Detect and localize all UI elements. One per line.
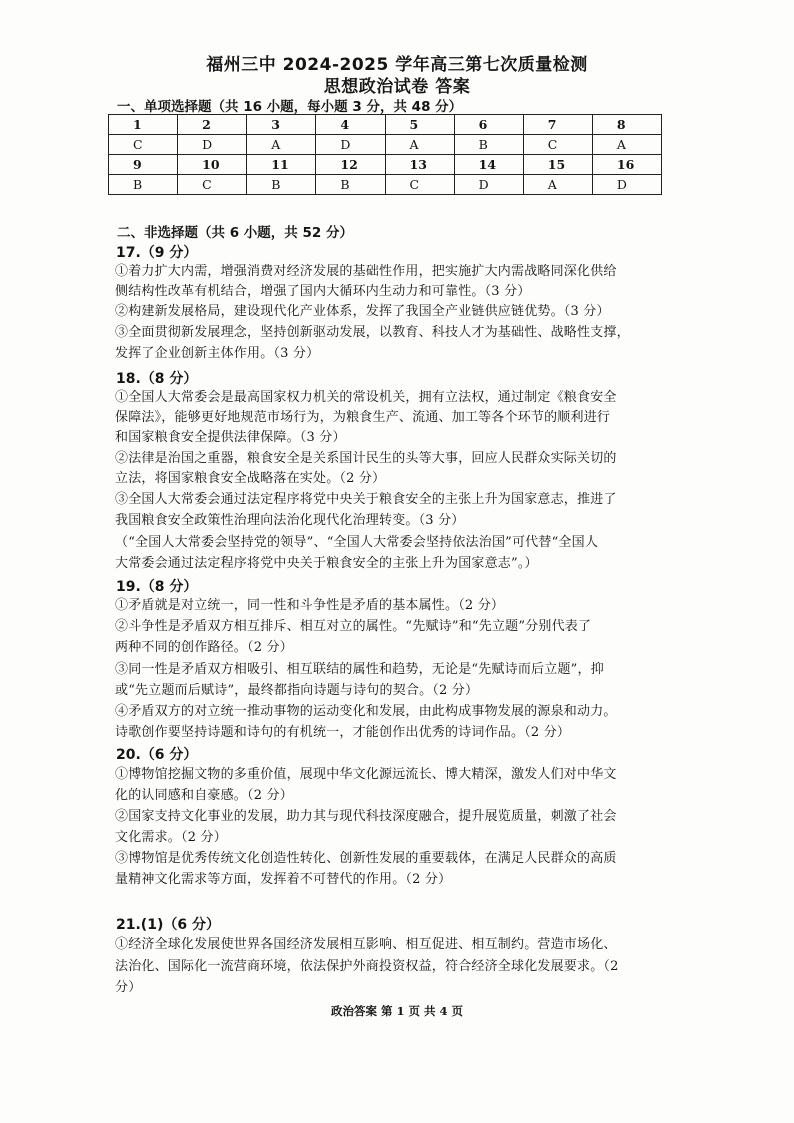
table-row xyxy=(109,115,662,135)
answer-line: 侧结构性改革有机结合，增强了国内大循环内生动力和可靠性。（3 分） xyxy=(115,284,531,299)
table-cell: 5 xyxy=(385,115,454,135)
answer-line: （“全国人大常委会坚持党的领导”、“全国人大常委会坚持依法治国”可代替“全国人 xyxy=(115,535,599,550)
answer-line: 文化需求。（2 分） xyxy=(115,830,227,845)
answer-line: 发挥了企业创新主体作用。（3 分） xyxy=(115,346,320,361)
table-cell: 7 xyxy=(523,115,592,135)
section2-heading: 二、非选择题（共 6 小题，共 52 分） xyxy=(117,225,353,241)
question-21-heading: 21.(1)（6 分） xyxy=(116,917,220,933)
answer-line: ①博物馆挖掘文物的多重价值，展现中华文化源远流长、博大精深，激发人们对中华文 xyxy=(115,767,617,782)
table-cell: 3 xyxy=(247,115,316,135)
table-cell: 4 xyxy=(316,115,385,135)
table-row xyxy=(109,175,662,195)
table-cell: B xyxy=(109,175,178,195)
answer-line: 和国家粮食安全提供法律保障。（3 分） xyxy=(115,430,346,445)
table-cell: 1 xyxy=(109,115,178,135)
answer-line: ④矛盾双方的对立统一推动事物的运动变化和发展，由此构成事物发展的源泉和动力。 xyxy=(115,704,617,719)
table-cell: 16 xyxy=(592,155,661,175)
table-cell: 11 xyxy=(247,155,316,175)
table-cell: 13 xyxy=(385,155,454,175)
table-cell: A xyxy=(385,135,454,155)
question-17-heading: 17.（9 分） xyxy=(116,245,198,261)
table-cell: C xyxy=(109,135,178,155)
table-cell: C xyxy=(178,175,247,195)
table-cell: 10 xyxy=(178,155,247,175)
answer-line: ③同一性是矛盾双方相吸引、相互联结的属性和趋势，无论是“先赋诗而后立题”，抑 xyxy=(115,662,604,677)
answer-line: 大常委会通过法定程序将党中央关于粮食安全的主张上升为国家意志”。） xyxy=(115,556,538,571)
answer-line: 立法，将国家粮食安全战略落在实处。（2 分） xyxy=(115,471,386,486)
table-cell: C xyxy=(385,175,454,195)
answer-line: ①经济全球化发展使世界各国经济发展相互影响、相互促进、相互制约。营造市场化、 xyxy=(115,937,617,952)
answer-line: ②国家支持文化事业的发展，助力其与现代科技深度融合，提升展览质量，刺激了社会 xyxy=(115,809,617,824)
table-cell: D xyxy=(316,135,385,155)
table-cell: 6 xyxy=(454,115,523,135)
page-subtitle: 思想政治试卷 答案 xyxy=(323,77,471,97)
answer-line: ②法律是治国之重器，粮食安全是关系国计民生的头等大事，回应人民群众实际关切的 xyxy=(115,451,617,466)
answer-table xyxy=(108,114,662,195)
answer-line: 诗歌创作要坚持诗题和诗句的有机统一，才能创作出优秀的诗词作品。（2 分） xyxy=(115,725,571,740)
table-cell: A xyxy=(523,175,592,195)
table-cell: C xyxy=(523,135,592,155)
answer-line: ②构建新发展格局，建设现代化产业体系，发挥了我国全产业链供应链优势。（3 分） xyxy=(115,304,610,319)
answer-line: ①全国人大常委会是最高国家权力机关的常设机关，拥有立法权，通过制定《粮食安全 xyxy=(115,390,617,405)
table-cell: D xyxy=(454,175,523,195)
answer-line: 我国粮食安全政策性治理向法治化现代化治理转变。（3 分） xyxy=(115,513,465,528)
answer-line: ③博物馆是优秀传统文化创造性转化、创新性发展的重要载体，在满足人民群众的高质 xyxy=(115,851,617,866)
table-cell: B xyxy=(316,175,385,195)
answer-line: 分） xyxy=(115,980,142,995)
table-cell: 12 xyxy=(316,155,385,175)
answer-line: 化的认同感和自豪感。（2 分） xyxy=(115,788,293,803)
answer-line: ②斗争性是矛盾双方相互排斥、相互对立的属性。“先赋诗”和“先立题”分别代表了 xyxy=(115,619,592,634)
answer-line: 法治化、国际化一流营商环境，依法保护外商投资权益，符合经济全球化发展要求。（2 xyxy=(115,959,619,974)
table-cell: D xyxy=(592,175,661,195)
table-cell: A xyxy=(247,135,316,155)
question-20-heading: 20.（6 分） xyxy=(116,747,198,763)
table-row xyxy=(109,135,662,155)
answer-line: 保障法》，能够更好地规范市场行为，为粮食生产、流通、加工等各个环节的顺利进行 xyxy=(115,410,611,425)
table-cell: B xyxy=(247,175,316,195)
answer-line: 两种不同的创作路径。（2 分） xyxy=(115,640,293,655)
answer-line: ③全面贯彻新发展理念，坚持创新驱动发展，以教育、科技人才为基础性、战略性支撑， xyxy=(115,325,630,340)
page-footer: 政治答案 第 1 页 共 4 页 xyxy=(330,1004,464,1018)
table-row xyxy=(109,155,662,175)
table-cell: D xyxy=(178,135,247,155)
answer-line: ①着力扩大内需，增强消费对经济发展的基础性作用，把实施扩大内需战略同深化供给 xyxy=(115,264,617,279)
answer-line: ③全国人大常委会通过法定程序将党中央关于粮食安全的主张上升为国家意志，推进了 xyxy=(115,492,617,507)
table-cell: 2 xyxy=(178,115,247,135)
page-title: 福州三中 2024-2025 学年高三第七次质量检测 xyxy=(206,55,588,75)
question-18-heading: 18.（8 分） xyxy=(116,371,198,387)
table-cell: 14 xyxy=(454,155,523,175)
table-cell: 9 xyxy=(109,155,178,175)
answer-line: 或“先立题而后赋诗”，最终都指向诗题与诗句的契合。（2 分） xyxy=(115,683,479,698)
answer-line: 量精神文化需求等方面，发挥着不可替代的作用。（2 分） xyxy=(115,872,452,887)
table-cell: 8 xyxy=(592,115,661,135)
table-cell: B xyxy=(454,135,523,155)
question-19-heading: 19.（8 分） xyxy=(116,579,198,595)
answer-line: ①矛盾就是对立统一，同一性和斗争性是矛盾的基本属性。（2 分） xyxy=(115,598,505,613)
section1-heading: 一、单项选择题（共 16 小题，每小题 3 分，共 48 分） xyxy=(117,99,463,115)
table-cell: 15 xyxy=(523,155,592,175)
table-cell: A xyxy=(592,135,661,155)
